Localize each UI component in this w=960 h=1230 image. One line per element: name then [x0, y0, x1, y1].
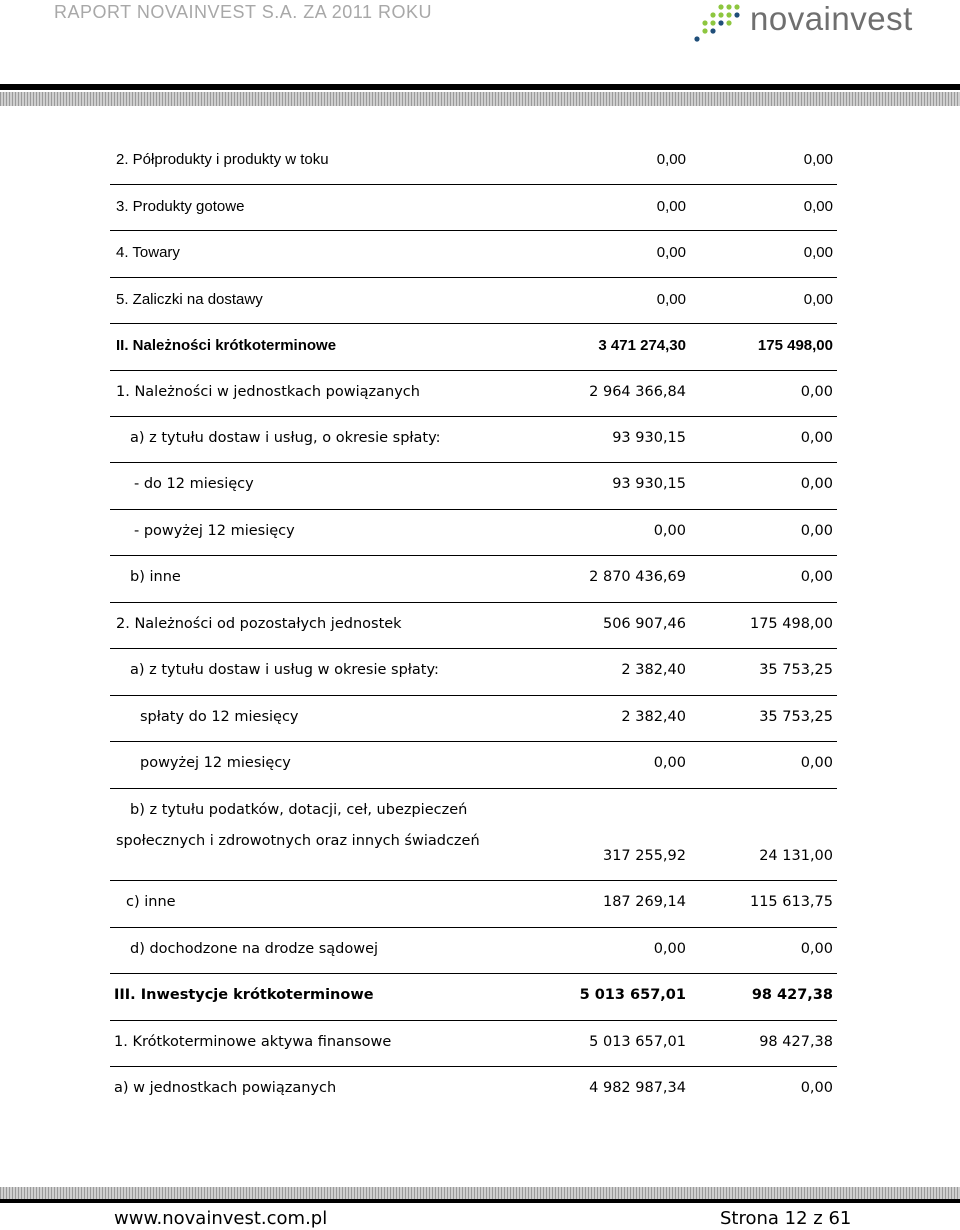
value-current-year: 0,00	[653, 523, 686, 539]
row-divider	[110, 555, 837, 556]
value-previous-year: 0,00	[803, 151, 833, 168]
row-divider	[110, 230, 837, 231]
page-header	[0, 0, 960, 84]
value-current-year: 0,00	[656, 151, 686, 168]
row-label: a) w jednostkach powiązanych	[114, 1080, 337, 1096]
row-label: 2. Półprodukty i produkty w toku	[116, 151, 329, 168]
row-divider	[110, 509, 837, 510]
value-current-year: 506 907,46	[602, 616, 686, 632]
row-divider	[110, 184, 837, 185]
value-previous-year: 0,00	[803, 244, 833, 261]
report-title: RAPORT NOVAINVEST S.A. ZA 2011 ROKU	[54, 2, 432, 22]
value-current-year: 187 269,14	[602, 894, 686, 910]
row-label: c) inne	[126, 894, 176, 910]
value-current-year: 0,00	[653, 755, 686, 771]
logo-wordmark: novainvest	[750, 0, 913, 37]
footer-rule	[0, 1199, 960, 1203]
value-current-year: 0,00	[656, 244, 686, 261]
row-label: - powyżej 12 miesięcy	[134, 523, 295, 539]
value-previous-year: 98 427,38	[751, 987, 833, 1003]
row-label: spłaty do 12 miesięcy	[140, 709, 299, 725]
row-divider	[110, 323, 837, 324]
footer-page-number: Strona 12 z 61	[720, 1208, 852, 1229]
value-previous-year: 115 613,75	[749, 894, 833, 910]
value-previous-year: 0,00	[800, 1080, 833, 1096]
footer-pattern-band	[0, 1187, 960, 1199]
value-previous-year: 0,00	[800, 384, 833, 400]
row-divider	[110, 648, 837, 649]
row-divider	[110, 416, 837, 417]
row-divider	[110, 741, 837, 742]
row-divider	[110, 973, 837, 974]
row-label: d) dochodzone na drodze sądowej	[130, 941, 379, 957]
value-current-year: 3 471 274,30	[598, 337, 686, 354]
row-divider	[110, 370, 837, 371]
row-label: 2. Należności od pozostałych jednostek	[116, 616, 402, 632]
value-previous-year: 0,00	[800, 476, 833, 492]
row-divider	[110, 1020, 837, 1021]
row-label: 1. Należności w jednostkach powiązanych	[116, 384, 420, 400]
header-pattern-band	[0, 92, 960, 106]
footer-website-link[interactable]: www.novainvest.com.pl	[114, 1208, 328, 1229]
value-previous-year: 35 753,25	[759, 709, 833, 725]
row-divider	[110, 602, 837, 603]
row-divider	[110, 880, 837, 881]
value-current-year: 93 930,15	[612, 430, 686, 446]
value-current-year: 2 382,40	[621, 709, 686, 725]
value-current-year: 0,00	[656, 198, 686, 215]
value-current-year: 5 013 657,01	[589, 1034, 686, 1050]
row-label: b) z tytułu podatków, dotacji, ceł, ubezpieczeń	[130, 802, 468, 818]
value-current-year: 93 930,15	[612, 476, 686, 492]
value-previous-year: 0,00	[803, 198, 833, 215]
row-label: II. Należności krótkoterminowe	[116, 337, 337, 354]
value-previous-year: 35 753,25	[759, 662, 833, 678]
row-divider	[110, 927, 837, 928]
row-label-continued: społecznych i zdrowotnych oraz innych świadczeń	[116, 833, 480, 849]
row-label: a) z tytułu dostaw i usług w okresie spłaty:	[130, 662, 439, 678]
value-current-year: 317 255,92	[602, 848, 686, 864]
value-current-year: 2 964 366,84	[589, 384, 686, 400]
row-divider	[110, 695, 837, 696]
row-divider	[110, 788, 837, 789]
row-label: 3. Produkty gotowe	[116, 198, 245, 215]
row-label: 1. Krótkoterminowe aktywa finansowe	[114, 1034, 392, 1050]
value-current-year: 2 870 436,69	[589, 569, 686, 585]
value-previous-year: 0,00	[800, 569, 833, 585]
row-label: 4. Towary	[116, 244, 180, 261]
row-divider	[110, 277, 837, 278]
value-current-year: 2 382,40	[621, 662, 686, 678]
value-previous-year: 0,00	[800, 430, 833, 446]
value-current-year: 0,00	[653, 941, 686, 957]
value-previous-year: 0,00	[800, 755, 833, 771]
row-divider	[110, 1066, 837, 1067]
row-label: b) inne	[130, 569, 181, 585]
value-current-year: 5 013 657,01	[579, 987, 686, 1003]
value-previous-year: 0,00	[800, 523, 833, 539]
row-label: powyżej 12 miesięcy	[140, 755, 291, 771]
value-previous-year: 0,00	[800, 941, 833, 957]
value-current-year: 0,00	[656, 291, 686, 308]
value-previous-year: 0,00	[803, 291, 833, 308]
row-label: - do 12 miesięcy	[134, 476, 254, 492]
row-divider	[110, 462, 837, 463]
row-label: a) z tytułu dostaw i usług, o okresie spłaty:	[130, 430, 441, 446]
row-label: 5. Zaliczki na dostawy	[116, 291, 263, 308]
value-previous-year: 98 427,38	[759, 1034, 833, 1050]
logo-dots-icon	[690, 0, 746, 44]
value-current-year: 4 982 987,34	[589, 1080, 686, 1096]
row-label: III. Inwestycje krótkoterminowe	[114, 987, 374, 1003]
value-previous-year: 24 131,00	[759, 848, 833, 864]
value-previous-year: 175 498,00	[757, 337, 833, 354]
value-previous-year: 175 498,00	[749, 616, 833, 632]
novainvest-logo	[690, 0, 950, 44]
header-rule	[0, 84, 960, 90]
